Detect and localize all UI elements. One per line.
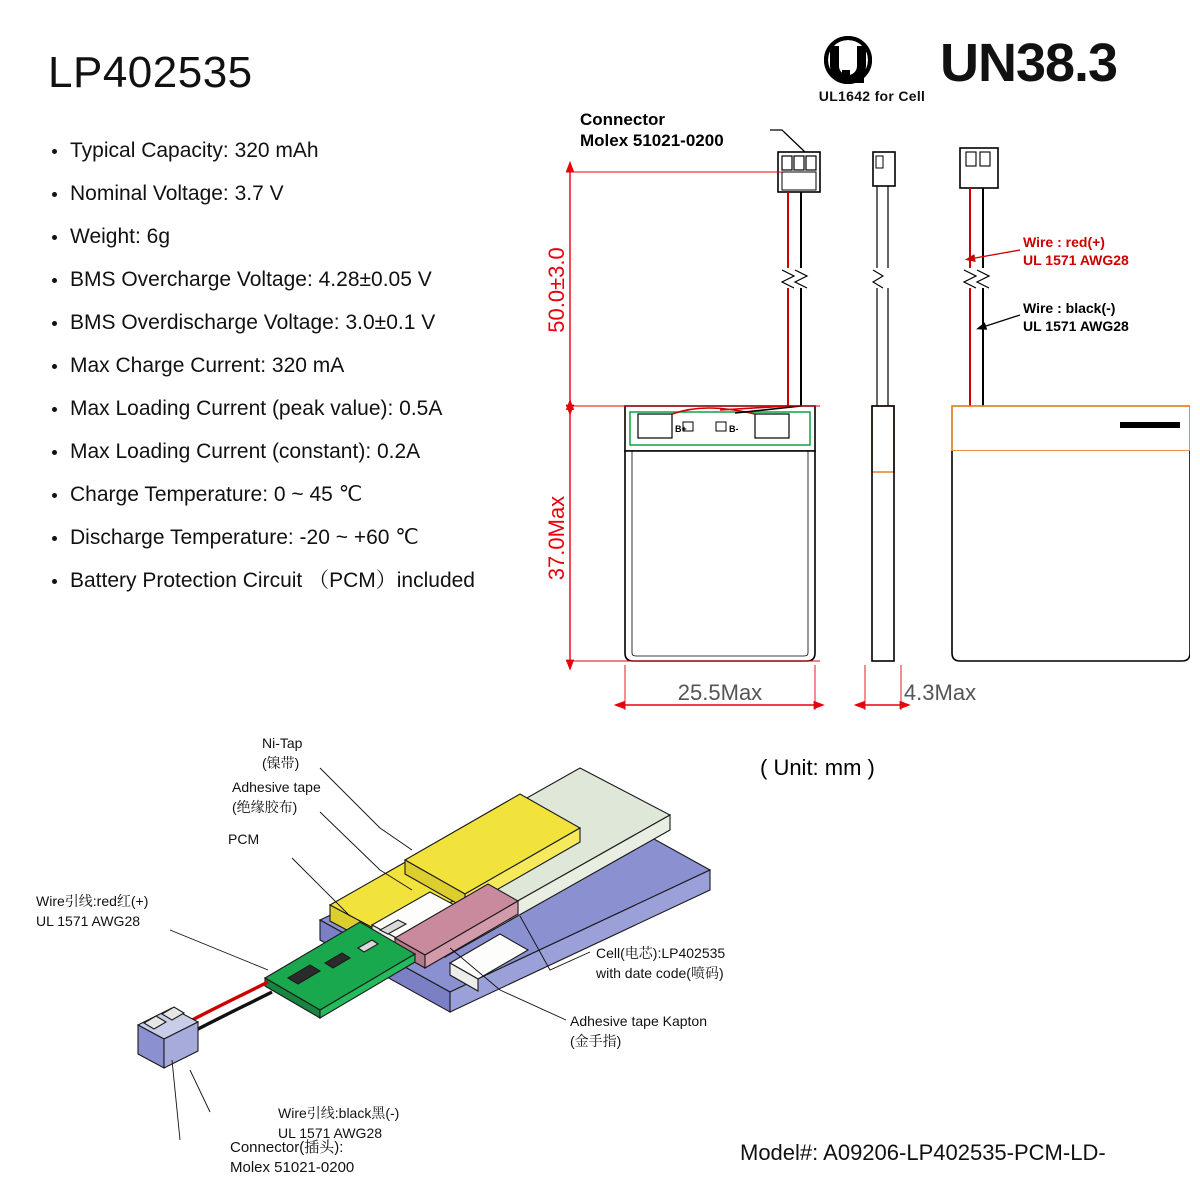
list-item: BMS Overdischarge Voltage: 3.0±0.1 V — [48, 312, 568, 333]
list-item: Weight: 6g — [48, 226, 568, 247]
list-item: Nominal Voltage: 3.7 V — [48, 183, 568, 204]
label-wire-black-line1: Wire引线:black黑(-) — [278, 1105, 400, 1121]
list-item: Charge Temperature: 0 ~ 45 ℃ — [48, 484, 568, 505]
connector-front — [778, 152, 820, 192]
specification-list — [48, 140, 568, 613]
connector-callout-line2: Molex 51021-0200 — [580, 131, 724, 150]
wire-red-label-line1: Wire : red(+) — [1023, 234, 1105, 250]
dim-label-body-height: 37.0Max — [544, 495, 569, 581]
label-wire-red-line1: Wire引线:red红(+) — [36, 893, 149, 909]
list-item: Discharge Temperature: -20 ~ +60 ℃ — [48, 527, 568, 548]
pcm-mark-bplus: B+ — [675, 424, 687, 434]
label-ni-tap-line1: Ni-Tap — [262, 735, 303, 751]
label-wire-red-line2: UL 1571 AWG28 — [36, 913, 141, 929]
label-wire-black-line2: UL 1571 AWG28 — [278, 1125, 383, 1141]
cell-body-front — [625, 451, 815, 661]
leader-pcm — [292, 858, 350, 916]
un383-label: UN38.3 — [940, 33, 1118, 93]
connector-leader-line — [770, 130, 805, 152]
label-pcm: PCM — [228, 831, 260, 847]
model-number: Model#: A09206-LP402535-PCM-LD- — [740, 1140, 1106, 1165]
dim-label-total-height: 50.0±3.0 — [544, 247, 569, 333]
unit-note: ( Unit: mm ) — [760, 755, 875, 780]
technical-drawing — [520, 110, 1190, 790]
list-item: Typical Capacity: 320 mAh — [48, 140, 568, 161]
leader-ni-tap — [320, 768, 412, 850]
list-item: BMS Overcharge Voltage: 4.28±0.05 V — [48, 269, 568, 290]
label-adhesive-line2: (绝缘胶布) — [232, 799, 298, 815]
leader-wire-black — [190, 1070, 210, 1112]
page-title: LP402535 — [48, 48, 253, 97]
list-item: Battery Protection Circuit （PCM）included — [48, 570, 568, 591]
connector-callout-line1: Connector — [580, 110, 665, 129]
certification-block — [812, 33, 1172, 116]
ul-listed-icon — [812, 36, 884, 84]
wire-red-label-line2: UL 1571 AWG28 — [1023, 252, 1129, 268]
list-item: Max Charge Current: 320 mA — [48, 355, 568, 376]
wire-black-leader — [986, 315, 1020, 326]
list-item: Max Loading Current (constant): 0.2A — [48, 441, 568, 462]
ul-caption: UL1642 for Cell — [818, 88, 926, 104]
wire-red-leader — [975, 250, 1020, 258]
label-kapton-line2: (金手指) — [570, 1033, 622, 1049]
wire-black-label-line1: Wire : black(-) — [1023, 300, 1116, 316]
label-kapton-line1: Adhesive tape Kapton — [570, 1013, 707, 1029]
list-item: Max Loading Current (peak value): 0.5A — [48, 398, 568, 419]
wire-black-label-line2: UL 1571 AWG28 — [1023, 318, 1129, 334]
label-cell-line1: Cell(电芯):LP402535 — [596, 945, 726, 961]
exploded-view — [20, 720, 810, 1180]
label-adhesive-line1: Adhesive tape — [232, 779, 321, 795]
dim-label-thickness: 4.3Max — [903, 680, 977, 705]
label-ni-tap-line2: (镍带) — [262, 755, 300, 771]
label-connector-line1: Connector(插头): — [230, 1139, 344, 1156]
leader-connector — [172, 1060, 180, 1140]
label-connector-line2: Molex 51021-0200 — [230, 1159, 355, 1176]
dim-label-width: 25.5Max — [677, 680, 763, 705]
side-view — [872, 152, 895, 661]
leader-wire-red — [170, 930, 268, 970]
back-view — [952, 148, 1190, 661]
pcm-mark-bminus: B- — [729, 424, 739, 434]
label-cell-line2: with date code(喷码) — [596, 965, 724, 981]
